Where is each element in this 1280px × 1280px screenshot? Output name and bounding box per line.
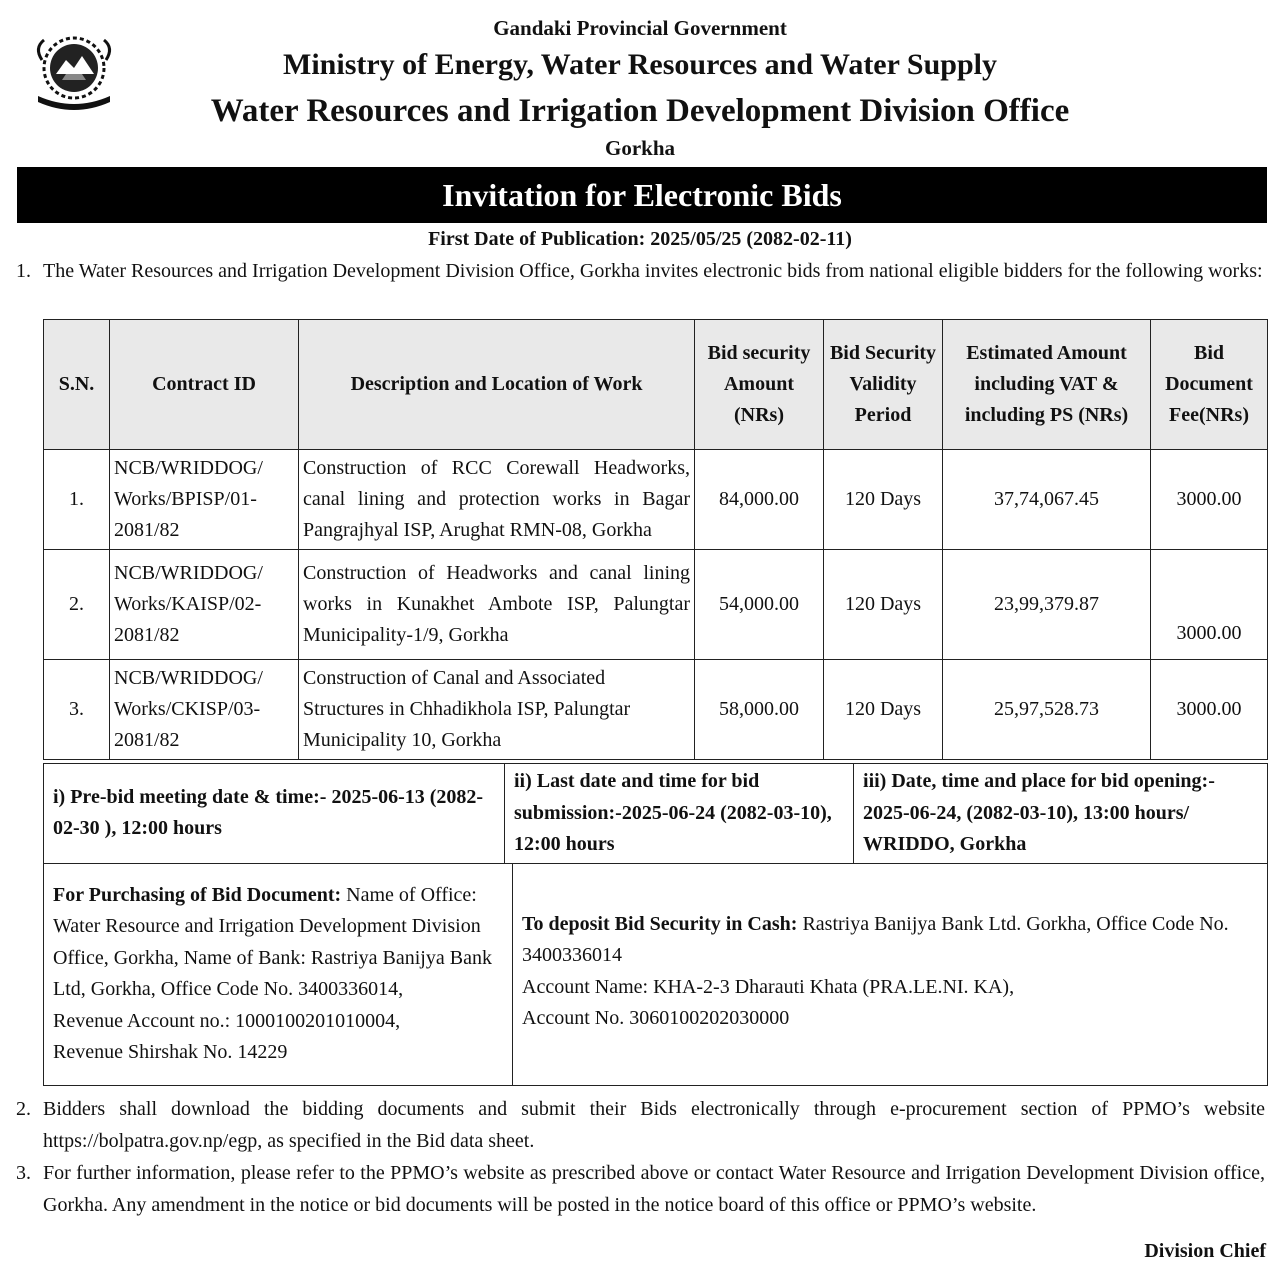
table-row (44, 550, 1268, 660)
para2-number: 2. (16, 1098, 31, 1120)
header-document-fee: Bid Document Fee(NRs) (1151, 320, 1268, 450)
para1-number: 1. (16, 260, 31, 282)
header-validity: Bid Security Validity Period (824, 320, 943, 450)
government-name: Gandaki Provincial Government (493, 16, 787, 40)
deposit-label: To deposit Bid Security in Cash: (522, 912, 798, 935)
table-header-row (44, 320, 1268, 450)
cell-sn: 1. (44, 450, 110, 550)
cell-document-fee: 3000.00 (1151, 450, 1268, 550)
bid-submission-deadline: ii) Last date and time for bid submission:-2025-06-24 (2082-03-10), 12:00 hours (505, 764, 854, 864)
header-contract-id: Contract ID (110, 320, 299, 450)
deposit-info (513, 863, 1268, 1085)
account-number: Account No. 3060100202030000 (522, 1007, 790, 1029)
cell-document-fee: 3000.00 (1151, 550, 1268, 660)
notice-title: Invitation for Electronic Bids (17, 167, 1267, 223)
cell-estimated-amount: 25,97,528.73 (943, 660, 1151, 760)
cell-contract-id: NCB/WRIDDOG/ Works/BPISP/01- 2081/82 (110, 450, 299, 550)
prebid-meeting: i) Pre-bid meeting date & time:- 2025-06-13 (2082-02-30 ), 12:00 hours (44, 764, 505, 864)
deposit-text: Rastriya Banijya Bank Ltd. Gorkha, Office Code No. 3400336014 (522, 912, 1229, 966)
header-bid-security: Bid security Amount (NRs) (695, 320, 824, 450)
revenue-account: Revenue Account no.: 1000100201010004, (53, 1009, 401, 1032)
cell-sn: 3. (44, 660, 110, 760)
bid-info-table (43, 763, 1268, 1086)
cell-validity: 120 Days (824, 660, 943, 760)
works-table (43, 319, 1268, 760)
table-row (44, 660, 1268, 760)
table-row (44, 450, 1268, 550)
dates-row (44, 764, 1268, 864)
cell-bid-security: 54,000.00 (695, 550, 824, 660)
payment-row (44, 863, 1268, 1085)
bid-opening: iii) Date, time and place for bid opening:- 2025-06-24, (2082-03-10), 13:00 hours/ WRIDDO, Gorkha (854, 764, 1268, 864)
account-name: Account Name: KHA-2-3 Dharauti Khata (PRA.LE.NI. KA), (522, 975, 1015, 998)
cell-description: Construction of RCC Corewall Headworks, canal lining and protection works in Bagar Pangrajhyal ISP, Arughat RMN-08, Gorkha (299, 450, 695, 550)
cell-bid-security: 58,000.00 (695, 660, 824, 760)
cell-document-fee: 3000.00 (1151, 660, 1268, 760)
office-name: Water Resources and Irrigation Development Division Office (210, 93, 1070, 129)
signature: Division Chief (1144, 1240, 1266, 1262)
cell-description: Construction of Canal and Associated Structures in Chhadikhola ISP, Palungtar Municipality 10, Gorkha (299, 660, 695, 760)
cell-validity: 120 Days (824, 550, 943, 660)
cell-estimated-amount: 23,99,379.87 (943, 550, 1151, 660)
para3-number: 3. (16, 1162, 31, 1184)
para3-text: For further information, please refer to the PPMO’s website as prescribed above or contact Water Resource and Irrigation Development Division office, Gorkha. Any amendment in the notice or bid documents will be posted in the notice board of this office or PPMO’s website. (43, 1162, 1265, 1216)
revenue-shirshak: Revenue Shirshak No. 14229 (53, 1041, 288, 1063)
header-estimated-amount: Estimated Amount including VAT & including PS (NRs) (943, 320, 1151, 450)
para1-text: The Water Resources and Irrigation Development Division Office, Gorkha invites electronic bids from national eligible bidders for the following works: (43, 260, 1263, 282)
header-sn: S.N. (44, 320, 110, 450)
purchase-text: Name of Office: Water Resource and Irrigation Development Division Office, Gorkha, Name of Bank: Rastriya Banijya Bank Ltd, Gorkha, Office Code No. 3400336014, (53, 883, 492, 1000)
cell-validity: 120 Days (824, 450, 943, 550)
cell-contract-id: NCB/WRIDDOG/ Works/KAISP/02- 2081/82 (110, 550, 299, 660)
cell-estimated-amount: 37,74,067.45 (943, 450, 1151, 550)
ministry-name: Ministry of Energy, Water Resources and Water Supply (283, 48, 997, 81)
publication-date: First Date of Publication: 2025/05/25 (2082-02-11) (428, 228, 852, 250)
cell-bid-security: 84,000.00 (695, 450, 824, 550)
header-description: Description and Location of Work (299, 320, 695, 450)
office-location: Gorkha (604, 136, 675, 160)
cell-contract-id: NCB/WRIDDOG/ Works/CKISP/03- 2081/82 (110, 660, 299, 760)
cell-sn: 2. (44, 550, 110, 660)
purchase-label: For Purchasing of Bid Document: (53, 883, 342, 906)
purchase-info (44, 863, 513, 1085)
cell-description: Construction of Headworks and canal lining works in Kunakhet Ambote ISP, Palungtar Municipality-1/9, Gorkha (299, 550, 695, 660)
para2-text: Bidders shall download the bidding documents and submit their Bids electronically through e-procurement section of PPMO’s website https://bolpatra.gov.np/egp, as specified in the Bid data sheet. (43, 1098, 1265, 1152)
